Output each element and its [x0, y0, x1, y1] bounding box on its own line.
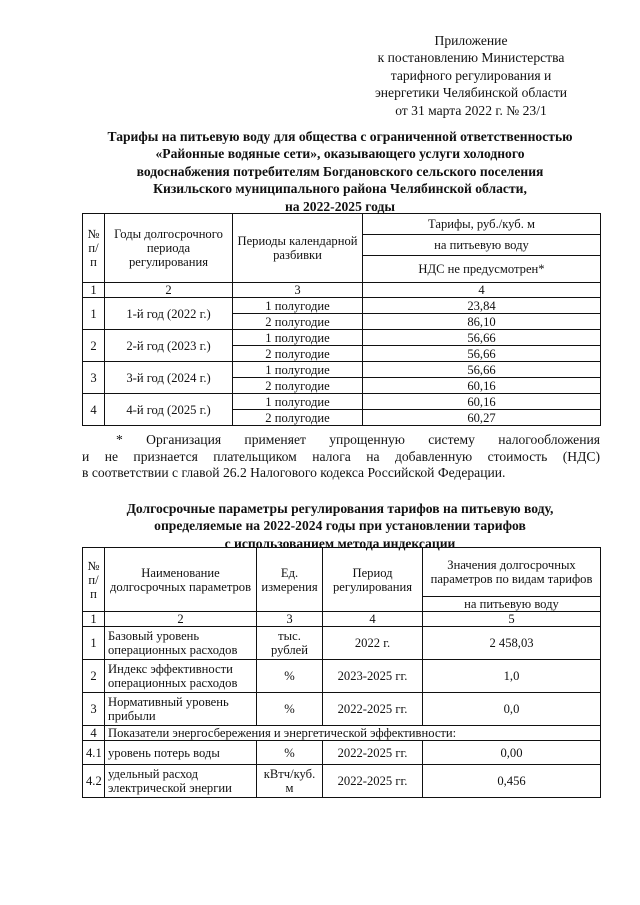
- header-num: № п/п: [83, 548, 105, 612]
- table-row: [83, 627, 601, 660]
- column-numbers-row: [83, 283, 601, 298]
- row-year: 2-й год (2023 г.): [105, 330, 233, 362]
- col-number: 1: [83, 283, 105, 298]
- table-row: [83, 330, 601, 346]
- row-value: 0,00: [423, 741, 601, 765]
- row-value: 86,10: [363, 314, 601, 330]
- section-row: [83, 726, 601, 741]
- header-water: на питьевую воду: [423, 597, 601, 612]
- title-line: на 2022-2025 годы: [284, 198, 396, 214]
- title-line: водоснабжения потребителям Богдановского сельского поселения: [136, 163, 544, 179]
- table-row: [83, 298, 601, 314]
- header-tariffs: Тарифы, руб./куб. м: [363, 214, 601, 235]
- col-number: 3: [233, 283, 363, 298]
- row-unit: %: [257, 693, 323, 726]
- row-num: 2: [83, 330, 105, 362]
- appendix-header: [340, 32, 602, 119]
- section-num: 4: [83, 726, 105, 741]
- row-value: 60,16: [363, 394, 601, 410]
- row-num: 3: [83, 362, 105, 394]
- row-unit: тыс. рублей: [257, 627, 323, 660]
- col-number: 4: [323, 612, 423, 627]
- row-unit: %: [257, 741, 323, 765]
- appendix-line: Приложение: [434, 33, 508, 48]
- row-num: 2: [83, 660, 105, 693]
- row-half: 1 полугодие: [233, 298, 363, 314]
- footnote-line: и не признается плательщиком налога на добавленную стоимость (НДС): [82, 448, 600, 464]
- row-value: 1,0: [423, 660, 601, 693]
- table-header-row: [83, 214, 601, 235]
- row-value: 60,27: [363, 410, 601, 426]
- row-num: 4.1: [83, 741, 105, 765]
- row-name: Индекс эффективности операционных расходов: [105, 660, 257, 693]
- row-name: Базовый уровень операционных расходов: [105, 627, 257, 660]
- tax-footnote: [82, 432, 600, 482]
- appendix-line: от 31 марта 2022 г. № 23/1: [395, 102, 547, 118]
- section-label: Показатели энергосбережения и энергетической эффективности:: [105, 726, 601, 741]
- row-name: удельный расход электрической энергии: [105, 765, 257, 798]
- row-name: Нормативный уровень прибыли: [105, 693, 257, 726]
- col-number: 5: [423, 612, 601, 627]
- title-line: определяемые на 2022-2024 годы при установлении тарифов: [154, 518, 526, 534]
- header-period: Период регулирования: [323, 548, 423, 612]
- appendix-line: к постановлению Министерства: [377, 50, 565, 66]
- table-row: [83, 693, 601, 726]
- row-value: 0,0: [423, 693, 601, 726]
- title-line: Тарифы на питьевую воду для общества с ограниченной ответственностью: [107, 129, 573, 144]
- row-period: 2022-2025 гг.: [323, 741, 423, 765]
- row-half: 1 полугодие: [233, 394, 363, 410]
- row-value: 56,66: [363, 330, 601, 346]
- table-row: [83, 362, 601, 378]
- col-number: 2: [105, 283, 233, 298]
- header-name: Наименование долгосрочных параметров: [105, 548, 257, 612]
- row-half: 2 полугодие: [233, 314, 363, 330]
- row-period: 2023-2025 гг.: [323, 660, 423, 693]
- row-value: 56,66: [363, 362, 601, 378]
- parameters-title: [60, 500, 620, 552]
- table-row: [83, 765, 601, 798]
- row-value: 0,456: [423, 765, 601, 798]
- header-values: Значения долгосрочных параметров по видам тарифов: [423, 548, 601, 597]
- col-number: 2: [105, 612, 257, 627]
- row-num: 1: [83, 298, 105, 330]
- row-name: уровень потерь воды: [105, 741, 257, 765]
- row-half: 2 полугодие: [233, 378, 363, 394]
- row-num: 3: [83, 693, 105, 726]
- row-unit: кВтч/куб. м: [257, 765, 323, 798]
- header-water: на питьевую воду: [363, 235, 601, 256]
- row-period: 2022 г.: [323, 627, 423, 660]
- col-number: 1: [83, 612, 105, 627]
- header-vat: НДС не предусмотрен*: [363, 256, 601, 283]
- title-line: Кизильского муниципального района Челябинской области,: [153, 181, 527, 197]
- row-half: 2 полугодие: [233, 346, 363, 362]
- appendix-line: энергетики Челябинской области: [374, 85, 568, 101]
- row-period: 2022-2025 гг.: [323, 765, 423, 798]
- header-periods: Периоды календарной разбивки: [233, 214, 363, 283]
- row-value: 23,84: [363, 298, 601, 314]
- tariffs-title: [60, 128, 620, 215]
- table-header-row: [83, 548, 601, 597]
- row-period: 2022-2025 гг.: [323, 693, 423, 726]
- parameters-table: [82, 547, 601, 798]
- tariffs-table: [82, 213, 601, 426]
- row-half: 2 полугодие: [233, 410, 363, 426]
- title-line: с использованием метода индексации: [224, 535, 456, 551]
- col-number: 3: [257, 612, 323, 627]
- header-num: № п/п: [83, 214, 105, 283]
- row-half: 1 полугодие: [233, 330, 363, 346]
- row-half: 1 полугодие: [233, 362, 363, 378]
- column-numbers-row: [83, 612, 601, 627]
- header-unit: Ед. измерения: [257, 548, 323, 612]
- row-value: 60,16: [363, 378, 601, 394]
- header-years: Годы долгосрочного периода регулирования: [105, 214, 233, 283]
- row-num: 1: [83, 627, 105, 660]
- table-row: [83, 741, 601, 765]
- table-row: [83, 660, 601, 693]
- row-num: 4.2: [83, 765, 105, 798]
- row-unit: %: [257, 660, 323, 693]
- row-year: 3-й год (2024 г.): [105, 362, 233, 394]
- appendix-line: тарифного регулирования и: [390, 67, 552, 83]
- title-line: «Районные водяные сети», оказывающего услуги холодного: [155, 146, 525, 162]
- row-value: 56,66: [363, 346, 601, 362]
- footnote-line: в соответствии с главой 26.2 Налогового кодекса Российской Федерации.: [82, 465, 506, 480]
- col-number: 4: [363, 283, 601, 298]
- row-num: 4: [83, 394, 105, 426]
- row-value: 2 458,03: [423, 627, 601, 660]
- title-line: Долгосрочные параметры регулирования тарифов на питьевую воду,: [126, 501, 554, 516]
- row-year: 4-й год (2025 г.): [105, 394, 233, 426]
- row-year: 1-й год (2022 г.): [105, 298, 233, 330]
- table-row: [83, 394, 601, 410]
- footnote-line: * Организация применяет упрощенную систему налогообложения: [116, 432, 600, 447]
